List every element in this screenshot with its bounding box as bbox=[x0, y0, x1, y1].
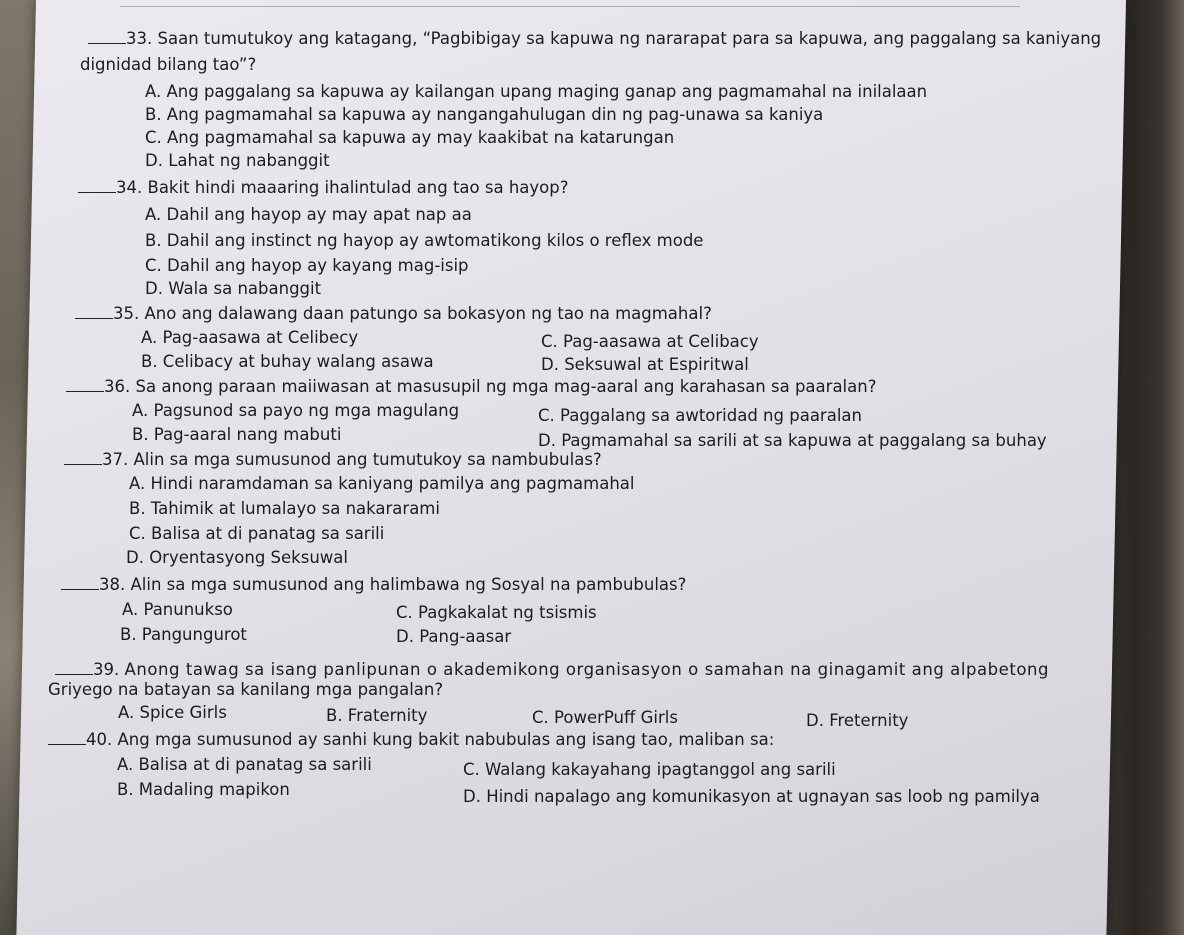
option-39d: D. Freternity bbox=[806, 711, 909, 730]
option-35c: C. Pag-aasawa at Celibacy bbox=[541, 332, 759, 351]
question-number: 36. bbox=[104, 377, 131, 396]
option-37a: A. Hindi naramdaman sa kaniyang pamilya ang pagmamahal bbox=[129, 474, 635, 493]
answer-blank-35[interactable] bbox=[75, 304, 113, 319]
option-35b: B. Celibacy at buhay walang asawa bbox=[141, 352, 434, 371]
option-34d: D. Wala sa nabanggit bbox=[145, 279, 322, 298]
question-stem: Ang mga sumusunod ay sanhi kung bakit nabubulas ang isang tao, maliban sa: bbox=[117, 730, 775, 749]
top-rule bbox=[120, 6, 1020, 7]
answer-blank-34[interactable] bbox=[78, 178, 116, 193]
option-34a: A. Dahil ang hayop ay may apat nap aa bbox=[145, 205, 472, 224]
question-37 bbox=[64, 450, 602, 470]
answer-blank-36[interactable] bbox=[66, 377, 104, 392]
option-33b: B. Ang pagmamahal sa kapuwa ay nangangahulugan din ng pag-unawa sa kaniya bbox=[145, 105, 824, 124]
option-39b: B. Fraternity bbox=[326, 706, 428, 725]
option-40b: B. Madaling mapikon bbox=[117, 780, 290, 799]
question-34 bbox=[78, 178, 568, 198]
question-number: 34. bbox=[116, 178, 143, 197]
option-39a: A. Spice Girls bbox=[118, 703, 227, 722]
question-stem: Bakit hindi maaaring ihalintulad ang tao sa hayop? bbox=[147, 178, 569, 197]
question-stem: Alin sa mga sumusunod ang tumutukoy sa nambubulas? bbox=[133, 450, 602, 469]
option-34c: C. Dahil ang hayop ay kayang mag-isip bbox=[145, 256, 469, 275]
answer-blank-38[interactable] bbox=[61, 575, 99, 590]
option-36a: A. Pagsunod sa payo ng mga magulang bbox=[132, 401, 460, 420]
question-33 bbox=[88, 29, 1101, 49]
option-36b: B. Pag-aaral nang mabuti bbox=[132, 425, 342, 444]
option-39c: C. PowerPuff Girls bbox=[532, 708, 678, 727]
question-40 bbox=[48, 730, 774, 750]
question-stem: Ano ang dalawang daan patungo sa bokasyon ng tao na magmahal? bbox=[144, 304, 712, 323]
option-35d: D. Seksuwal at Espiritwal bbox=[541, 355, 749, 374]
question-36 bbox=[66, 377, 876, 397]
option-38a: A. Panunukso bbox=[122, 600, 233, 619]
option-33a: A. Ang paggalang sa kapuwa ay kailangan upang maging ganap ang pagmamahal na inilalaan bbox=[145, 82, 928, 101]
question-stem: Anong tawag sa isang panlipunan o akademikong organisasyon o samahan na ginagamit ang alpabetong bbox=[124, 660, 1050, 679]
question-38 bbox=[61, 575, 686, 595]
question-stem-continued: Griyego na batayan sa kanilang mga pangalan? bbox=[48, 680, 444, 699]
question-number: 38. bbox=[99, 575, 126, 594]
option-37c: C. Balisa at di panatag sa sarili bbox=[129, 524, 385, 543]
option-40a: A. Balisa at di panatag sa sarili bbox=[117, 755, 372, 774]
answer-blank-40[interactable] bbox=[48, 730, 86, 745]
answer-blank-37[interactable] bbox=[64, 450, 102, 465]
question-stem: Saan tumutukoy ang katagang, “Pagbibigay sa kapuwa ng nararapat para sa kapuwa, ang paggalang sa kaniyang bbox=[157, 29, 1102, 48]
option-38b: B. Pangungurot bbox=[120, 625, 247, 644]
question-number: 33. bbox=[126, 29, 153, 48]
question-stem: Alin sa mga sumusunod ang halimbawa ng Sosyal na pambubulas? bbox=[130, 575, 687, 594]
option-40d: D. Hindi napalago ang komunikasyon at ugnayan sas loob ng pamilya bbox=[463, 787, 1040, 806]
question-stem: Sa anong paraan maiiwasan at masusupil ng mga mag-aaral ang karahasan sa paaralan? bbox=[135, 377, 877, 396]
option-38d: D. Pang-aasar bbox=[396, 627, 512, 646]
option-40c: C. Walang kakayahang ipagtanggol ang sarili bbox=[463, 760, 836, 779]
question-number: 35. bbox=[113, 304, 140, 323]
question-stem-continued: dignidad bilang tao”? bbox=[80, 55, 257, 74]
option-36d: D. Pagmamahal sa sarili at sa kapuwa at paggalang sa buhay bbox=[538, 431, 1047, 450]
option-33d: D. Lahat ng nabanggit bbox=[145, 151, 330, 170]
question-number: 39. bbox=[93, 660, 120, 679]
answer-blank-39[interactable] bbox=[55, 660, 93, 675]
question-35 bbox=[75, 304, 712, 324]
question-39 bbox=[55, 660, 1049, 680]
option-35a: A. Pag-aasawa at Celibecy bbox=[141, 328, 359, 347]
option-36c: C. Paggalang sa awtoridad ng paaralan bbox=[538, 406, 862, 425]
option-34b: B. Dahil ang instinct ng hayop ay awtomatikong kilos o reflex mode bbox=[145, 231, 704, 250]
option-37b: B. Tahimik at lumalayo sa nakararami bbox=[129, 499, 440, 518]
option-37d: D. Oryentasyong Seksuwal bbox=[126, 548, 348, 567]
option-33c: C. Ang pagmamahal sa kapuwa ay may kaakibat na katarungan bbox=[145, 128, 675, 147]
answer-blank-33[interactable] bbox=[88, 29, 126, 44]
question-number: 40. bbox=[86, 730, 113, 749]
question-number: 37. bbox=[102, 450, 129, 469]
option-38c: C. Pagkakalat ng tsismis bbox=[396, 603, 597, 622]
